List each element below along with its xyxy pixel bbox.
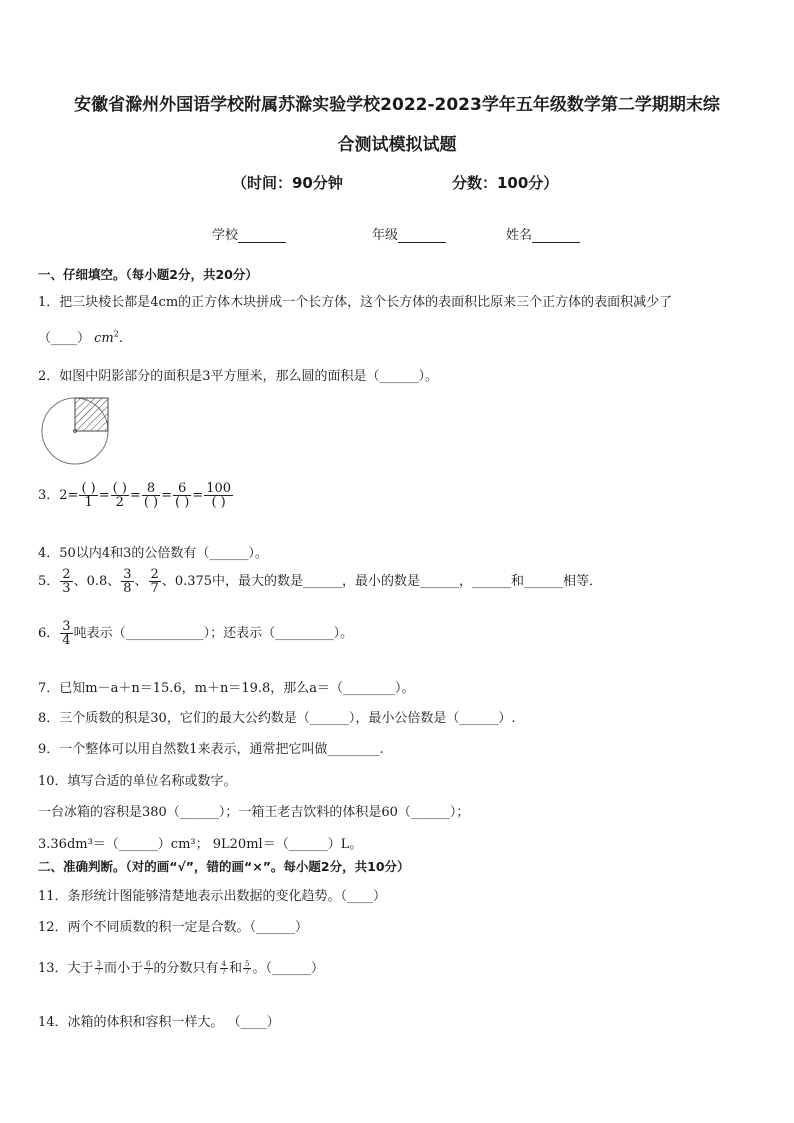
fraction: $\frac{100}{( )}$ bbox=[206, 481, 232, 510]
student-info bbox=[0, 224, 794, 244]
fraction: $\frac{3}{4}$ bbox=[62, 619, 71, 648]
school-blank[interactable] bbox=[238, 228, 286, 243]
question-9: 9．一个整体可以用自然数1来表示，通常把它叫做________. bbox=[38, 742, 384, 757]
fraction: $\frac{8}{( )}$ bbox=[143, 481, 159, 510]
question-5: 5． $\frac{2}{3}$ 、0.8、 $\frac{3}{8}$ 、 $\frac{2}{7}$ 、0.375中，最大的数是______，最小的数是______，______和______相等． bbox=[38, 567, 603, 596]
question-12: 12．两个不同质数的积一定是合数。（______） bbox=[38, 920, 309, 935]
fraction: $\frac{3}{7}$ bbox=[96, 960, 102, 976]
answer-blank[interactable]: （____） bbox=[38, 331, 91, 346]
question-1: 1．把三块棱长都是4cm的正方体木块拼成一个长方体，这个长方体的表面积比原来三个正方体的表面积减少了 bbox=[38, 295, 673, 310]
fraction: $\frac{5}{7}$ bbox=[245, 960, 250, 976]
question-10-line1: 一台冰箱的容积是380（______）；一箱王老吉饮料的体积是60（______）； bbox=[38, 805, 470, 820]
question-2: 2．如图中阴影部分的面积是3平方厘米，那么圆的面积是（______）。 bbox=[38, 369, 439, 384]
exam-title-line1: 安徽省滁州外国语学校附属苏滁实验学校2022-2023学年五年级数学第二学期期末综 bbox=[74, 95, 720, 115]
exam-title-line2: 合测试模拟试题 bbox=[337, 135, 457, 155]
fraction: $\frac{6}{7}$ bbox=[146, 960, 151, 976]
fraction: $\frac{2}{3}$ bbox=[62, 567, 71, 596]
question-1-cont: （____） $cm^2$. bbox=[38, 329, 123, 346]
exam-meta bbox=[0, 172, 794, 194]
fraction: $\frac{6}{( )}$ bbox=[175, 481, 190, 510]
section2-heading: 二、准确判断。（对的画“√”，错的画“×”。每小题2分，共10分） bbox=[38, 859, 410, 874]
time-limit: （时间：90分钟 bbox=[232, 174, 343, 192]
shaded-square bbox=[75, 398, 108, 431]
fraction: $\frac{( )}{2}$ bbox=[112, 481, 127, 510]
question-6: 6． $\frac{3}{4}$ 吨表示（____________）；还表示（_________）。 bbox=[38, 619, 354, 648]
question-4: 4．50以内4和3的公倍数有（______）。 bbox=[38, 546, 268, 561]
question-8: 8．三个质数的积是30，它们的最大公约数是（______），最小公倍数是（______）. bbox=[38, 711, 516, 726]
fraction: $\frac{( )}{1}$ bbox=[81, 481, 96, 510]
question-10-line2: 3.36dm³＝（______）cm³； 9L20ml＝（______）L。 bbox=[38, 837, 363, 852]
grade-field: 年级 bbox=[372, 224, 446, 243]
question-10: 10．填写合适的单位名称或数字。 bbox=[38, 774, 237, 789]
shaded-circle-figure bbox=[40, 396, 114, 466]
fraction: $\frac{4}{7}$ bbox=[221, 960, 226, 976]
name-field: 姓名 bbox=[506, 224, 580, 243]
fraction: $\frac{3}{8}$ bbox=[123, 567, 132, 596]
name-blank[interactable] bbox=[532, 228, 580, 243]
school-field: 学校 bbox=[212, 224, 286, 243]
question-7: 7．已知m－a＋n＝15.6，m＋n＝19.8，那么a＝（________）。 bbox=[38, 681, 415, 696]
fraction: $\frac{2}{7}$ bbox=[150, 567, 159, 596]
section1-heading: 一、仔细填空。（每小题2分，共20分） bbox=[38, 267, 258, 282]
question-3: 3．2= $\frac{( )}{1}$ = $\frac{( )}{2}$ = $\frac{8}{( )}$ = $\frac{6}{( )}$ = $\frac{100}{( )}$ bbox=[38, 481, 232, 510]
grade-blank[interactable] bbox=[398, 228, 446, 243]
question-11: 11．条形统计图能够清楚地表示出数据的变化趋势。（____） bbox=[38, 889, 387, 904]
question-14: 14．冰箱的体积和容积一样大。 （____） bbox=[38, 1015, 280, 1030]
total-score: 分数：100分） bbox=[452, 174, 559, 192]
question-13: 13．大于 $\frac{3}{7}$ 而小于 $\frac{6}{7}$ 的分数只有 $\frac{4}{7}$ 和 $\frac{5}{7}$ 。（______） bbox=[38, 960, 324, 976]
